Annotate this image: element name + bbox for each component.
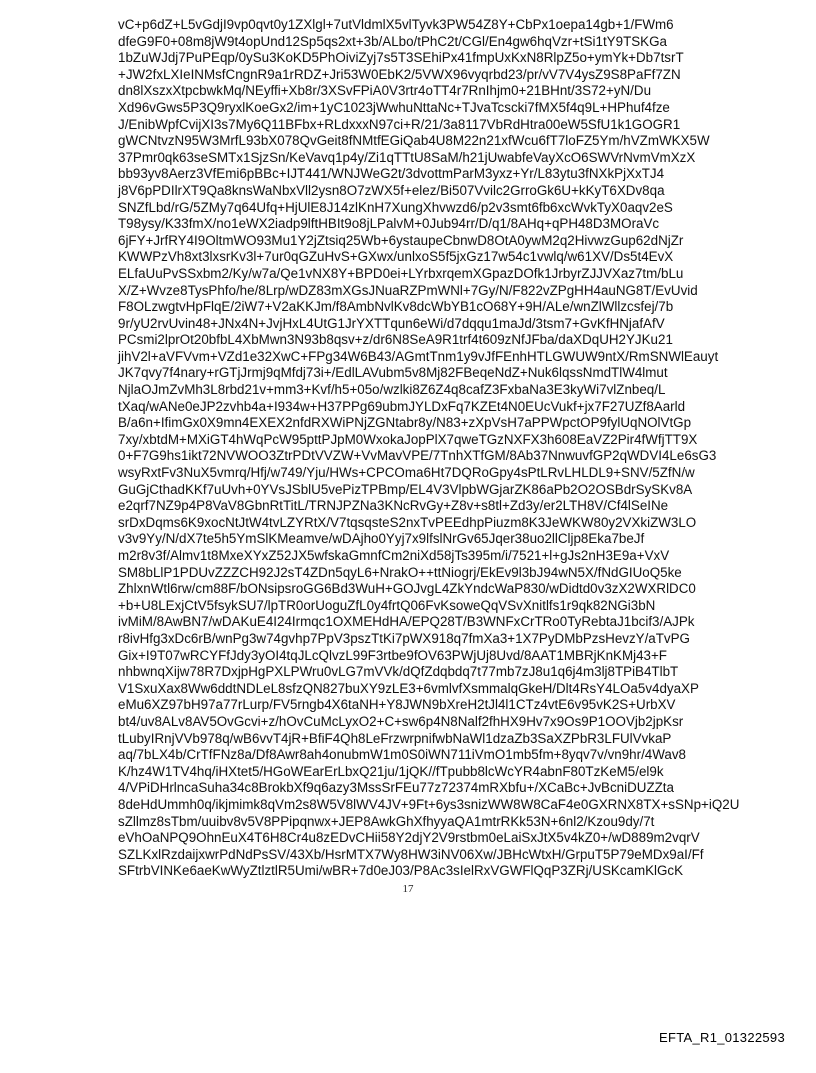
text-line: Xd96vGws5P3Q9ryxlKoeGx2/im+1yC1023jWwhuNttaNc+TJvaTcscki7fMX5f4q9L+HPhuf4fze: [118, 99, 670, 115]
text-line: bt4/uv8ALv8AV5OvGcvi+z/hOvCuMcLyxO2+C+sw6p4N8Nalf2fhHX9Hv7x9Os9P1OOVjb2jpKsr: [118, 713, 684, 729]
text-line: SZLKxlRzdaijxwrPdNdPsSV/43Xb/HsrMTX7Wy8HW3iNV06Xw/JBHcWtxH/GrpuT5P79eMDx9aI/Ff: [118, 846, 704, 862]
text-line: ZhlxnWtl6rw/cm88F/bONsipsroGG6Bd3WuH+GOJvgL4ZkYndcWaP830/wDidtd0v3zX2WXRlDC0: [118, 581, 696, 597]
text-line: m2r8v3f/Almv1t8MxeXYxZ52JX5wfskaGmnfCm2niXd58jTs395m/i/7521+l+gJs2nH3E9a+VxV: [118, 548, 670, 563]
text-line: ivMiM/8AwBN7/wDAKuE4I24Irmqc1OXMEHdHA/EPQ28T/B3WNFxCrTRo0TyRebtaJ1bcif3/AJPk: [118, 614, 695, 630]
text-line: 9r/yU2rvUvin48+JNx4N+JvjHxL4UtG1JrYXTTqun6eWi/d7dqqu1maJd/3tsm7+GvKfHNjafAfV: [118, 315, 665, 331]
text-line: dn8lXszxXtpcbwkMq/NEyffi+Xb8r/3XSvFPiA0V3rtr4oTT4r7RnIhjm0+21BHnt/3S72+yN/Du: [118, 83, 652, 99]
text-line: JK7qvy7f4nary+rGTjJrmj9qMfdj73i+/EdlLAVubm5v8Mj82FBeqeNdZ+Nuk6lqssNmdTlW4lmut: [118, 365, 668, 381]
text-line: B/a6n+IfimGx0X9mn4EXEX2nfdRXWiPNjZGNtabr8y/N83+zXpVsH7aPPWpctOP9fylUqNOlVtGp: [118, 415, 692, 431]
page-number: 17: [402, 883, 414, 895]
text-line: NjlaOJmZvMh3L8rbd21v+mm3+Kvf/h5+05o/wzlki8Z6Z4q8cafZ3FxbaNa3E3kyWi7vlZnbeq/L: [118, 382, 666, 398]
text-line: tLubyIRnjVVb978q/wB6vvT4jR+BfiF4Qh8LeFrzwrpnifwbNaWl1dzaZb3SaXZPbR3LFUlVvkaP: [118, 730, 672, 746]
text-line: 0+F7G9hs1ikt72NVWOO3ZtrPDtVVZW+VvMavVPE/7TnhXTfGM/8Ab37NnwuvfGP2qWDVI4Le6sG3: [118, 448, 717, 464]
text-line: 8deHdUmmh0q/ikjmimk8qVm2s8W5V8lWV4JV+9Ft+6ys3snizWW8W8CaF4e0GXRNX8TX+sSNp+iQ2U: [118, 796, 740, 812]
text-line: F8OLzwgtvHpFlqE/2iW7+V2aKKJm/f8AmbNvlKv8dcWbYB1cO68Y+9H/ALe/wnZlWllzcsfej/7b: [118, 299, 674, 315]
text-line: T98ysy/K33fmX/no1eWX2iadp9lftHBIt9o8jLPalvM+0Jub94rr/D/q1/8AHq+qPH48D3MOraVc: [118, 216, 660, 232]
text-line: dfeG9F0+08m8jW9t4opUnd12Sp5qs2xt+3b/ALbo/tPhC2t/CGl/En4gw6hqVzr+tSi1tY9TSKGa: [118, 33, 667, 49]
text-line: Gix+I9T07wRCYFfJdy3yOI4tqJLcQlvzL99F3rtbe9fOV63PWjUj8Uvd/8AAT1MBRjKnKMj43+F: [118, 647, 667, 663]
text-line: vC+p6dZ+L5vGdjI9vp0qvt0y1ZXlgl+7utVldmlX5vlTyvk3PW54Z8Y+CbPx1oepa14gb+1/FWm6: [118, 17, 674, 32]
text-line: eMu6XZ97bH97a77rLurp/FV5rngb4X6taNH+Y8JWN9bXreH2tJl4l1CTz4vtE6v95vK2S+UrbXV: [118, 697, 676, 713]
text-line: srDxDqms6K9xocNtJtW4tvLZYRtX/V7tqsqsteS2nxTvPEEdhpPiuzm8K3JeWKW80y2VXkiZW3LO: [118, 514, 697, 530]
text-line: gWCNtvzN95W3MrfL93bX078QvGeit8fNMtfEGiQab4U8M22n21xfWcu6fT7loFZ5Ym/hVZmWKX5W: [118, 133, 710, 149]
text-line: PCsmi2lprOt20bfbL4XbMwn3N93b8qsv+z/dr6N8SeA9R1trf4t609zNfJFba/daXDqUH2YJKu21: [118, 332, 673, 348]
text-line: 37Pmr0qk63seSMTx1SjzSn/KeVavq1p4y/Zi1qTTtU8SaM/h21jUwabfeVayXcO6SWVrNvmVmXzX: [118, 149, 696, 165]
body-text-block: [118, 17, 798, 880]
document-id-stamp: EFTA_R1_01322593: [659, 1030, 785, 1045]
text-line: sZllmz8sTbm/uuibv8v5V8PPipqnwx+JEP8AwkGhXfhyyaQA1mtrRKk53N+6nl2/Kzou9dy/7t: [118, 813, 655, 829]
text-line: X/Z+Wvze8TysPhfo/he/8Lrp/wDZ83mXGsJNuaRZPmWNl+7Gy/N/F822vZPgHH4auNG8T/EvUvid: [118, 282, 698, 298]
text-line: eVhOaNPQ9OhnEuX4T6H8Cr4u8zEDvCHii58Y2djY2V9rstbm0eLaiSxJtX5v4kZ0+/wD889m2vqrV: [118, 830, 700, 846]
text-line: SM8bLlP1PDUvZZZCH92J2sT4ZDn5qyL6+NrakO++ttNiogrj/EkEv9l3bJ94wN5X/fNdGIUoQ5ke: [118, 564, 682, 580]
text-line: jihV2l+aVFVvm+VZd1e32XwC+FPg34W6B43/AGmtTnm1y9vJfFEnhHTLGWUW9ntX/RmSNWlEauyt: [118, 348, 719, 364]
text-line: 6jFY+JrfRY4I9OltmWO93Mu1Y2jZtsiq25Wb+6ystaupeCbnwD8OtA0ywM2q2HivwzGup62dNjZr: [118, 232, 684, 248]
text-line: aq/7bLX4b/CrTfFNz8a/Df8Awr8ah4onubmW1m0S0iWN711iVmO1mb5fm+8yqv7v/vn9hr/4Wav8: [118, 747, 686, 763]
text-line: SNZfLbd/rG/5ZMy7q64Ufq+HjUlE8J14zlKnH7XungXhvwzd6/p2v3smt6fb6xcWvkTyX0aqv2eS: [118, 199, 673, 215]
text-line: tXaq/wANe0eJP2zvhb4a+I934w+H37PPg69ubmJYLDxFq7KZEt4N0EUcVukf+jx7F27UZf8Aarld: [118, 398, 686, 414]
text-line: +JW2fxLXIeINMsfCngnR9a1rRDZ+Jri53W0EbK2/5VWX96vyqrbd23/pr/vV7V4ysZ9S8PaFf7ZN: [118, 66, 681, 82]
text-line: 7xy/xbtdM+MXiGT4hWqPcW95pttPJpM0WxokaJopPlX7qweTGzNXFX3h608EaVZ2Pir4fWfjTT9X: [118, 431, 698, 447]
text-line: 1bZuWJdj7PuPEqp/0ySu3KoKD5PhOiviZyj7s5T3SEhiPx41fmpUxKxN8RlpZ5o+ymYk+Db7tsrT: [118, 50, 684, 66]
text-line: j8V6pPDIlrXT9Qa8knsWaNbxVll2ysn8O7zWX5f+elez/Bi507Vvilc2GrroGk6U+kKyT6XDv8qa: [118, 182, 665, 198]
text-line: GuGjCthadKKf7uUvh+0YVsJSblU5vePizTPBmp/EL4V3VlpbWGjarZK86aPb2O2OSBdrSySKv8A: [118, 481, 693, 497]
text-line: KWWPzVh8xt3lxsrKv3l+7ur0qGZuHvS+GXwx/unlxoS5f5jxGz17w54c1vwlq/w61XV/Ds5t4EvX: [118, 249, 674, 265]
text-line: 4/VPiDHrlncaSuha34c8BrokbXf9q6azy3MssSrFEu77z72374mRXbfu+/XCaBc+JvBcniDUZZta: [118, 780, 674, 796]
text-line: nhbwnqXijw78R7DxjpHgPXLPWru0vLG7mVVk/dQfZdqbdq7t77mb7zJ8u1q6j4m3lj8TPiB4TlbT: [118, 664, 679, 680]
text-line: V1SxuXax8Ww6ddtNDLeL8sfzQN827buXY9zLE3+6vmlvfXsmmalqGkeH/Dlt4RsY4LOa5v4dyaXP: [118, 680, 699, 696]
text-line: wsyRxtFv3NuX5vmrq/Hfj/w749/Yju/HWs+CPCOma6Ht7DQRoGpy4sPtLRvLHLDL9+SNV/5ZfN/w: [118, 465, 695, 481]
text-line: SFtrbVINKe6aeKwWyZtlztlR5Umi/wBR+7d0eJ03/P8Ac3sIelRxVGWFlQqP3ZRj/USKcamKlGcK: [118, 863, 684, 879]
text-line: ELfaUuPvSSxbm2/Ky/w7a/Qe1vNX8Y+BPD0ei+LYrbxrqemXGpazDOfk1JrbyrZJJVXaz7tm/bLu: [118, 265, 684, 281]
text-line: K/hz4W1TV4hq/iHXtet5/HGoWEarErLbxQ21ju/1jQK//fTpubb8lcWcYR4abnF80TzKeM5/el9k: [118, 763, 664, 779]
text-line: +b+U8LExjCtV5fsykSU7/lpTR0orUoguZfL0y4frtQ06FvKsoweQqVSvXnitlfs1r9qk82NGi3bN: [118, 597, 656, 613]
text-line: e2qrf7NZ9p4P8VaV8GbnRtTitL/TRNJPZNa3KNcRvGy+Z8v+s8tl+Zd3y/er2LTH8V/Cf4lSeINe: [118, 498, 669, 514]
text-line: bb93yv8Aerz3VfEmi6pBBc+IJT441/WNJWeG2t/3dvottmParM3yxz+Yr/L83ytu3fNXkPjXxTJ4: [118, 166, 665, 182]
text-line: J/EnibWpfCvijXI3s7My6Q11BFbx+RLdxxxN97ci+R/21/3a8117VbRdHtra00eW5SfU1k1GOGR1: [118, 116, 681, 132]
text-line: r8ivHfg3xDc6rB/wnPg3w74gvhp7PpV3pszTtKi7pWX918q7fmXa3+1X7PyDMbPzsHevzY/aTvPG: [118, 630, 690, 646]
text-line: v3v9Yy/N/dX7te5h5YmSlKMeamve/wDAjho0Yyj7x9lfslNrGv65Jqer38uo2llCljp8Eka7beJf: [118, 531, 645, 547]
